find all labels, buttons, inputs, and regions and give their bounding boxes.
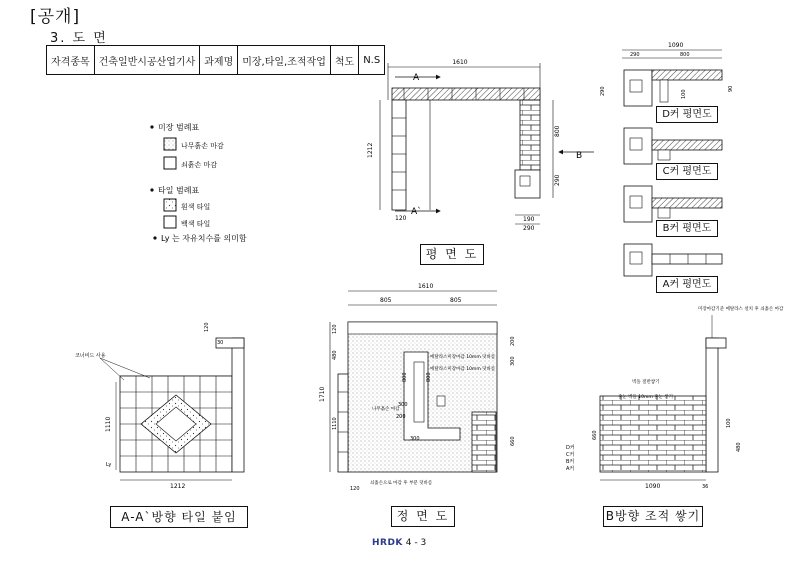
course-dim-h: 290 bbox=[600, 86, 606, 96]
plan-dim-bottom-b: 290 bbox=[523, 225, 535, 232]
front-note-2: 메탈라스미장마감 10mm 덧바름 bbox=[430, 367, 496, 372]
front-dim-r200: 200 bbox=[510, 336, 516, 346]
front-dim-small: 200 bbox=[396, 414, 406, 420]
front-dim-rect-w: 300 bbox=[410, 436, 420, 442]
section-dim-top: 120 bbox=[204, 322, 210, 332]
legend-tile-title: 타일 범례표 bbox=[158, 186, 200, 195]
front-dim-half1: 805 bbox=[380, 297, 392, 304]
legend-swatch-tile-white bbox=[164, 216, 176, 228]
front-dim-half2: 805 bbox=[450, 297, 462, 304]
front-dim-h1110: 1110 bbox=[332, 417, 338, 430]
bdir-note-top: 미장마감기준 메탈라스 설치 후 쇠흙손 마감 bbox=[698, 307, 784, 312]
plan-dim-depth: 1212 bbox=[367, 142, 374, 158]
legend-item-steel-float: 쇠흙손 마감 bbox=[181, 161, 218, 169]
caption-plan: 평 면 도 bbox=[420, 244, 484, 265]
info-cell-qualification: 건축일반시공산업기사 bbox=[94, 46, 200, 75]
section-dim-w: 1212 bbox=[170, 483, 186, 490]
bdir-note-2: 줄눈 벽돌 10mm 줄눈 쌓기 bbox=[618, 395, 673, 400]
course-dim-end: 90 bbox=[728, 85, 734, 92]
plan-dim-right: 800 bbox=[554, 125, 561, 137]
front-dim-top: 120 bbox=[332, 324, 338, 334]
caption-b-plan: B커 평면도 bbox=[656, 220, 718, 237]
course-dim-seg1: 290 bbox=[630, 52, 640, 58]
caption-c-plan: C커 평면도 bbox=[656, 163, 718, 180]
footer-page: 4 - 3 bbox=[405, 538, 427, 548]
bdir-course-c: C커 bbox=[566, 452, 575, 458]
front-dim-h1710: 1710 bbox=[319, 386, 326, 402]
info-cell-task: 미장,타일,조적작업 bbox=[238, 46, 331, 75]
caption-front: 정 면 도 bbox=[391, 506, 455, 527]
page-footer bbox=[372, 538, 426, 548]
bdir-course-a: A커 bbox=[566, 466, 575, 472]
info-cell-scale-label: 척도 bbox=[330, 46, 358, 75]
legend bbox=[150, 122, 247, 243]
front-note-4: 쇠흙손으로 마감 후 부분 덧바름 bbox=[370, 481, 433, 486]
front-dim-r300: 300 bbox=[510, 356, 516, 366]
plan-dim-total: 1610 bbox=[452, 59, 468, 66]
legend-item-tile-white: 백색 타일 bbox=[181, 220, 211, 228]
footer-brand: HRDK bbox=[372, 538, 403, 548]
front-note-3: 나무흙손 마감 bbox=[372, 407, 400, 412]
plan-dim-bottom-a: 190 bbox=[523, 216, 535, 223]
b-direction-masonry bbox=[566, 305, 784, 490]
legend-swatch-tile-dark bbox=[164, 199, 176, 211]
front-dim-h480: 480 bbox=[332, 350, 338, 360]
bdir-dim-end: 36 bbox=[702, 484, 709, 490]
front-dim-total: 1610 bbox=[418, 283, 434, 290]
plan-dim-left: 120 bbox=[395, 215, 407, 222]
front-dim-rect-h1: 800 bbox=[402, 372, 408, 382]
section-dim-h: 1110 bbox=[105, 416, 112, 432]
legend-swatch-steel-float bbox=[164, 157, 176, 169]
front-dim-rect-h3: 300 bbox=[398, 402, 408, 408]
section-aa bbox=[75, 322, 244, 490]
front-dim-rect-h2: 800 bbox=[426, 372, 432, 382]
info-cell-scale: N.S bbox=[359, 46, 385, 75]
caption-d-plan: D커 평면도 bbox=[656, 106, 718, 123]
caption-a-plan: A커 평면도 bbox=[656, 276, 718, 293]
legend-item-tile-dark: 흰색 타일 bbox=[181, 203, 211, 211]
section-dim-small: 30 bbox=[217, 340, 224, 346]
legend-item-wood-float: 나무흙손 마감 bbox=[181, 142, 224, 150]
bdir-note-1: 벽돌 절반쌓기 bbox=[632, 380, 660, 385]
front-note-1: 메탈라스미장마감 10mm 덧바름 bbox=[430, 355, 496, 360]
section-label-ly: Ly bbox=[106, 462, 112, 468]
front-dim-r660: 660 bbox=[510, 436, 516, 446]
bdir-dim-r100: 100 bbox=[726, 418, 732, 428]
front-dim-b120: 120 bbox=[350, 486, 360, 492]
info-cell-qualification-label: 자격종목 bbox=[47, 46, 95, 75]
legend-plaster-title: 미장 범례표 bbox=[158, 123, 200, 132]
document-header: [공개] bbox=[30, 7, 81, 27]
legend-swatch-wood-float bbox=[164, 138, 176, 150]
front-elevation bbox=[319, 283, 516, 492]
section-title: 3. 도 면 bbox=[50, 31, 108, 46]
course-dim-total: 1090 bbox=[668, 42, 684, 49]
legend-note: Ly 는 자유치수를 의미함 bbox=[161, 234, 247, 243]
bdir-dim-w: 1090 bbox=[645, 483, 661, 490]
plan-view bbox=[367, 59, 594, 232]
plan-mark-a-prime: A` bbox=[411, 207, 422, 217]
info-cell-task-label: 과제명 bbox=[200, 46, 238, 75]
bdir-dim-r480: 480 bbox=[736, 442, 742, 452]
plan-mark-b: B bbox=[576, 151, 583, 161]
bdir-dim-h: 660 bbox=[592, 430, 598, 440]
bdir-course-b: B커 bbox=[566, 459, 575, 465]
course-dim-seg2: 800 bbox=[680, 52, 690, 58]
plan-mark-a: A bbox=[413, 73, 420, 83]
course-plans bbox=[600, 42, 734, 276]
bdir-course-d: D커 bbox=[566, 445, 575, 451]
section-label-corner: 코너비드 사용 bbox=[75, 353, 106, 359]
plan-dim-right2: 290 bbox=[554, 174, 561, 186]
caption-b-direction: B방향 조적 쌓기 bbox=[603, 506, 703, 527]
course-dim-mid: 100 bbox=[681, 89, 687, 99]
caption-section-aa: A-A`방향 타일 붙임 bbox=[110, 506, 248, 528]
